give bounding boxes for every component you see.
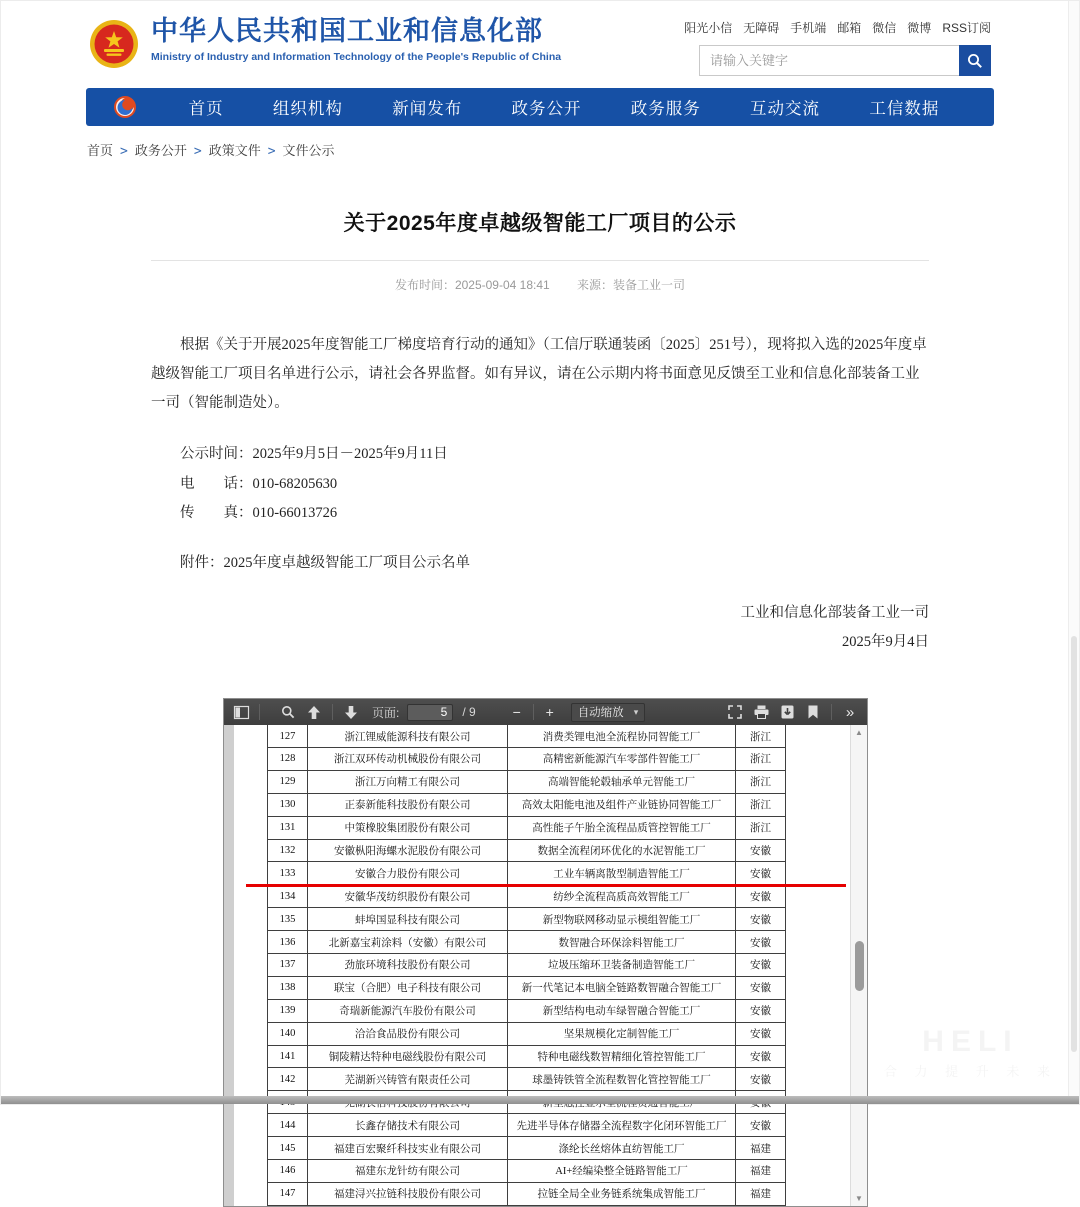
pdf-table-body — [268, 725, 786, 1206]
cell-project: 垃圾压缩环卫装备制造智能工厂 — [508, 954, 736, 977]
download-button[interactable] — [776, 702, 798, 722]
scroll-up-icon[interactable]: ▲ — [855, 728, 863, 738]
cell-project: 新一代笔记本电脑全链路数智融合智能工厂 — [508, 976, 736, 999]
title-divider — [151, 260, 929, 261]
cell-company: 蚌埠国显科技有限公司 — [308, 908, 508, 931]
page-down-button[interactable] — [340, 702, 362, 722]
zoom-in-button[interactable] — [539, 702, 561, 722]
nav-item[interactable]: 组织机构 — [272, 100, 343, 118]
search-icon — [967, 53, 983, 69]
pdf-table-row — [268, 1182, 786, 1205]
download-icon — [781, 705, 794, 719]
toolbar-separator — [332, 704, 333, 720]
cell-project: AI+经编染整全链路智能工厂 — [508, 1160, 736, 1183]
print-icon — [754, 705, 769, 719]
scroll-down-icon[interactable]: ▼ — [855, 1194, 863, 1204]
chevron-down-icon: ▾ — [633, 706, 639, 717]
cell-province: 安徽 — [736, 976, 786, 999]
breadcrumb-item[interactable]: 文件公示 — [282, 143, 335, 158]
pdf-scrollbar[interactable] — [850, 725, 867, 1206]
quick-links — [684, 19, 991, 36]
cell-index: 132 — [268, 839, 308, 862]
bookmark-button[interactable] — [802, 702, 824, 722]
signature-block — [151, 602, 929, 654]
breadcrumb — [87, 140, 1079, 159]
pdf-table-row — [268, 1068, 786, 1091]
presentation-mode-button[interactable] — [724, 702, 746, 722]
cell-company: 联宝（合肥）电子科技有限公司 — [308, 976, 508, 999]
cell-index: 135 — [268, 908, 308, 931]
cell-company: 福建百宏聚纤科技实业有限公司 — [308, 1137, 508, 1160]
cell-index: 127 — [268, 725, 308, 748]
nav-item[interactable]: 工信数据 — [869, 100, 940, 118]
pdf-table-row — [268, 748, 786, 771]
fullscreen-icon — [728, 705, 742, 719]
page-total: / 9 — [462, 705, 476, 720]
cell-province: 浙江 — [736, 793, 786, 816]
site-title-cn: 中华人民共和国工业和信息化部 — [151, 16, 543, 46]
cell-index: 130 — [268, 793, 308, 816]
breadcrumb-separator-icon: > — [193, 144, 202, 159]
pdf-table-row — [268, 908, 786, 931]
article — [151, 207, 929, 654]
pdf-viewer — [223, 698, 868, 1207]
cell-project: 高性能子午胎全流程品质管控智能工厂 — [508, 816, 736, 839]
watermark — [884, 1025, 1057, 1080]
pdf-table-row — [268, 931, 786, 954]
pdf-table-row — [268, 976, 786, 999]
cell-index: 141 — [268, 1045, 308, 1068]
cell-province: 安徽 — [736, 999, 786, 1022]
cell-province: 福建 — [736, 1182, 786, 1205]
signer: 工业和信息化部装备工业一司 — [740, 604, 929, 621]
cell-province: 安徽 — [736, 885, 786, 908]
pdf-table-row — [268, 1137, 786, 1160]
zoom-mode-label: 自动缩放 — [577, 707, 624, 720]
contact-block — [151, 444, 929, 524]
site-header — [1, 1, 1079, 76]
more-tools-button[interactable] — [839, 702, 861, 722]
breadcrumb-separator-icon: > — [267, 144, 276, 159]
zoom-mode-select[interactable] — [571, 703, 646, 722]
quick-link[interactable]: 微信 — [872, 21, 897, 35]
page-up-button[interactable] — [303, 702, 325, 722]
toolbar-separator — [259, 704, 260, 720]
cell-company: 浙江锂威能源科技有限公司 — [308, 725, 508, 748]
cell-index: 142 — [268, 1068, 308, 1091]
cell-index: 145 — [268, 1137, 308, 1160]
zoom-group — [506, 702, 646, 722]
sidebar-toggle-button[interactable] — [230, 702, 252, 722]
search-input[interactable] — [699, 45, 959, 76]
cell-province: 安徽 — [736, 862, 786, 885]
red-annotation-line — [246, 884, 846, 887]
cell-company: 安徽合力股份有限公司 — [308, 862, 508, 885]
cell-project: 坚果规模化定制智能工厂 — [508, 1022, 736, 1045]
cell-province: 浙江 — [736, 748, 786, 771]
publish-time: 发布时间：2025-09-04 18:41 — [394, 278, 550, 292]
cell-project: 先进半导体存储器全流程数字化闭环智能工厂 — [508, 1114, 736, 1137]
pdf-table-row — [268, 1045, 786, 1068]
cell-company: 北新嘉宝莉涂料（安徽）有限公司 — [308, 931, 508, 954]
pdf-table-row — [268, 816, 786, 839]
pdf-table-row — [268, 862, 786, 885]
pdf-scrollbar-thumb[interactable] — [855, 941, 864, 991]
nav-logo — [86, 94, 164, 120]
cell-company: 浙江万向精工有限公司 — [308, 770, 508, 793]
pdf-table-row — [268, 793, 786, 816]
pdf-table-row — [268, 770, 786, 793]
cell-index: 134 — [268, 885, 308, 908]
nav-item[interactable]: 首页 — [188, 100, 224, 118]
sign-date: 2025年9月4日 — [842, 633, 929, 650]
cell-province: 福建 — [736, 1137, 786, 1160]
page-number-input[interactable] — [407, 704, 453, 721]
cell-project: 高效太阳能电池及组件产业链协同智能工厂 — [508, 793, 736, 816]
pdf-toolbar — [224, 699, 867, 725]
bookmark-icon — [808, 705, 818, 719]
quick-link[interactable]: 邮箱 — [837, 21, 862, 35]
nav-item[interactable]: 政务服务 — [630, 100, 701, 118]
nav-items — [164, 95, 994, 119]
cell-project: 球墨铸铁管全流程数智化管控智能工厂 — [508, 1068, 736, 1091]
article-meta — [151, 276, 929, 293]
quick-link[interactable]: RSS订阅 — [942, 21, 991, 35]
cell-project: 特种电磁线数智精细化管控智能工厂 — [508, 1045, 736, 1068]
cell-project: 纺纱全流程高质高效智能工厂 — [508, 885, 736, 908]
pdf-table-row — [268, 1022, 786, 1045]
pdf-page — [234, 725, 850, 1206]
cell-index: 147 — [268, 1182, 308, 1205]
cell-project: 涤纶长丝熔体直纺智能工厂 — [508, 1137, 736, 1160]
nav-item[interactable]: 互动交流 — [750, 100, 821, 118]
article-body — [151, 331, 929, 654]
site-brand — [89, 15, 561, 69]
cell-project: 工业车辆离散型制造智能工厂 — [508, 862, 736, 885]
minus-icon: − — [512, 704, 521, 721]
header-right — [684, 15, 991, 76]
breadcrumb-item[interactable]: 政策文件 > — [208, 143, 276, 159]
nav-item[interactable]: 新闻发布 — [392, 100, 463, 118]
cell-company: 浙江双环传动机械股份有限公司 — [308, 748, 508, 771]
cell-index: 139 — [268, 999, 308, 1022]
cell-index: 146 — [268, 1160, 308, 1183]
search-box — [699, 45, 991, 76]
cell-company: 安徽华茂纺织股份有限公司 — [308, 885, 508, 908]
cell-province: 浙江 — [736, 770, 786, 793]
pdf-table-row — [268, 885, 786, 908]
cell-province: 安徽 — [736, 954, 786, 977]
cell-index: 140 — [268, 1022, 308, 1045]
cell-province: 安徽 — [736, 931, 786, 954]
cell-project: 数智融合环保涂料智能工厂 — [508, 931, 736, 954]
cell-index: 131 — [268, 816, 308, 839]
quick-link[interactable]: 无障碍 — [743, 21, 780, 35]
zoom-out-button[interactable] — [506, 702, 528, 722]
arrow-down-icon — [345, 706, 357, 719]
plus-icon: + — [545, 704, 554, 721]
cell-index: 137 — [268, 954, 308, 977]
cell-index: 144 — [268, 1114, 308, 1137]
cell-project: 新型结构电动车绿智融合智能工厂 — [508, 999, 736, 1022]
main-nav — [86, 88, 994, 126]
pdf-table — [267, 724, 786, 1206]
sidebar-toggle-icon — [234, 706, 249, 719]
nav-item[interactable]: 政务公开 — [511, 100, 582, 118]
pdf-table-row — [268, 954, 786, 977]
article-paragraph: 根据《关于开展2025年度智能工厂梯度培育行动的通知》（工信厅联通装函〔2025〕251号），现将拟入选的2025年度卓越级智能工厂项目名单进行公示，请社会各界监督。如有异议，请在公示期内将书面意见反馈至工业和信息化部装备工业一司（智能制造处）。 — [151, 337, 927, 411]
quick-links-list — [684, 19, 991, 36]
cell-company: 芜湖新兴铸管有限责任公司 — [308, 1068, 508, 1091]
article-title: 关于2025年度卓越级智能工厂项目的公示 — [343, 212, 737, 235]
print-button[interactable] — [750, 702, 772, 722]
cell-province: 安徽 — [736, 1114, 786, 1137]
cell-project: 数据全流程闭环优化的水泥智能工厂 — [508, 839, 736, 862]
breadcrumb-separator-icon: > — [120, 144, 128, 159]
pdf-table-row — [268, 1160, 786, 1183]
public-time-line: 公示时间：2025年9月5日－2025年9月11日 — [180, 446, 448, 462]
miit-logo-icon — [112, 94, 138, 120]
cell-index: 138 — [268, 976, 308, 999]
cell-project: 高端智能轮毂轴承单元智能工厂 — [508, 770, 736, 793]
watermark-logo-text: HELI — [922, 1025, 1019, 1058]
toolbar-separator — [831, 704, 832, 720]
cell-province: 浙江 — [736, 816, 786, 839]
pdf-table-row — [268, 1114, 786, 1137]
page-label: 页面: — [372, 705, 400, 720]
brand-text — [151, 15, 561, 63]
article-source: 来源：装备工业一司 — [577, 278, 686, 292]
site-title-en: Ministry of Industry and Information Technology of the People's Republic of China — [151, 50, 562, 63]
arrow-up-icon — [308, 706, 320, 719]
pdf-find-button[interactable] — [277, 702, 299, 722]
toolbar-separator — [533, 704, 534, 720]
cell-project: 拉链全局全业务链系统集成智能工厂 — [508, 1182, 736, 1205]
breadcrumb-item[interactable]: 政务公开 > — [134, 143, 202, 159]
cell-province: 安徽 — [736, 1022, 786, 1045]
search-button[interactable] — [959, 45, 991, 76]
cell-province: 安徽 — [736, 908, 786, 931]
cell-index: 136 — [268, 931, 308, 954]
cell-company: 中策橡胶集团股份有限公司 — [308, 816, 508, 839]
breadcrumb-item[interactable]: 首页 > — [87, 143, 128, 159]
cell-province: 安徽 — [736, 1068, 786, 1091]
pdf-table-row — [268, 839, 786, 862]
cell-province: 福建 — [736, 1160, 786, 1183]
pdf-body — [224, 725, 867, 1206]
browser-scrollbar[interactable] — [1068, 1, 1079, 1096]
cell-company: 长鑫存储技术有限公司 — [308, 1114, 508, 1137]
national-emblem-icon — [89, 19, 139, 69]
cell-company: 洽洽食品股份有限公司 — [308, 1022, 508, 1045]
phone-line: 电 话：010-68205630 — [180, 475, 338, 492]
cell-province: 安徽 — [736, 839, 786, 862]
pdf-table-row — [268, 725, 786, 748]
cell-index: 133 — [268, 862, 308, 885]
pdf-table-row — [268, 999, 786, 1022]
cell-company: 铜陵精达特种电磁线股份有限公司 — [308, 1045, 508, 1068]
quick-link[interactable]: 手机端 — [790, 21, 827, 35]
find-icon — [281, 705, 295, 719]
watermark-slogan: 合 力 提 升 未 来 — [883, 1064, 1057, 1079]
cell-province: 安徽 — [736, 1045, 786, 1068]
fax-line: 传 真：010-66013726 — [180, 505, 338, 522]
cell-company: 劲旅环境科技股份有限公司 — [308, 954, 508, 977]
cell-company: 正泰新能科技股份有限公司 — [308, 793, 508, 816]
double-chevron-icon: » — [845, 703, 855, 721]
cell-company: 福建浔兴拉链科技股份有限公司 — [308, 1182, 508, 1205]
cell-project: 消费类锂电池全流程协同智能工厂 — [508, 725, 736, 748]
cell-index: 129 — [268, 770, 308, 793]
quick-link[interactable]: 微博 — [907, 21, 932, 35]
quick-link[interactable]: 阳光小信 — [684, 21, 733, 35]
toolbar-right-group — [724, 702, 861, 722]
cell-project: 高精密新能源汽车零部件智能工厂 — [508, 748, 736, 771]
cell-province: 浙江 — [736, 725, 786, 748]
cell-company: 奇瑞新能源汽车股份有限公司 — [308, 999, 508, 1022]
cell-company: 福建东龙针纺有限公司 — [308, 1160, 508, 1183]
cell-index: 128 — [268, 748, 308, 771]
cell-project: 新型物联网移动显示模组智能工厂 — [508, 908, 736, 931]
browser-scrollbar-thumb[interactable] — [1071, 636, 1077, 1052]
attachment-line: 附件：2025年度卓越级智能工厂项目公示名单 — [180, 554, 470, 571]
cell-company: 安徽枞阳海螺水泥股份有限公司 — [308, 839, 508, 862]
bottom-bar — [1, 1096, 1079, 1104]
